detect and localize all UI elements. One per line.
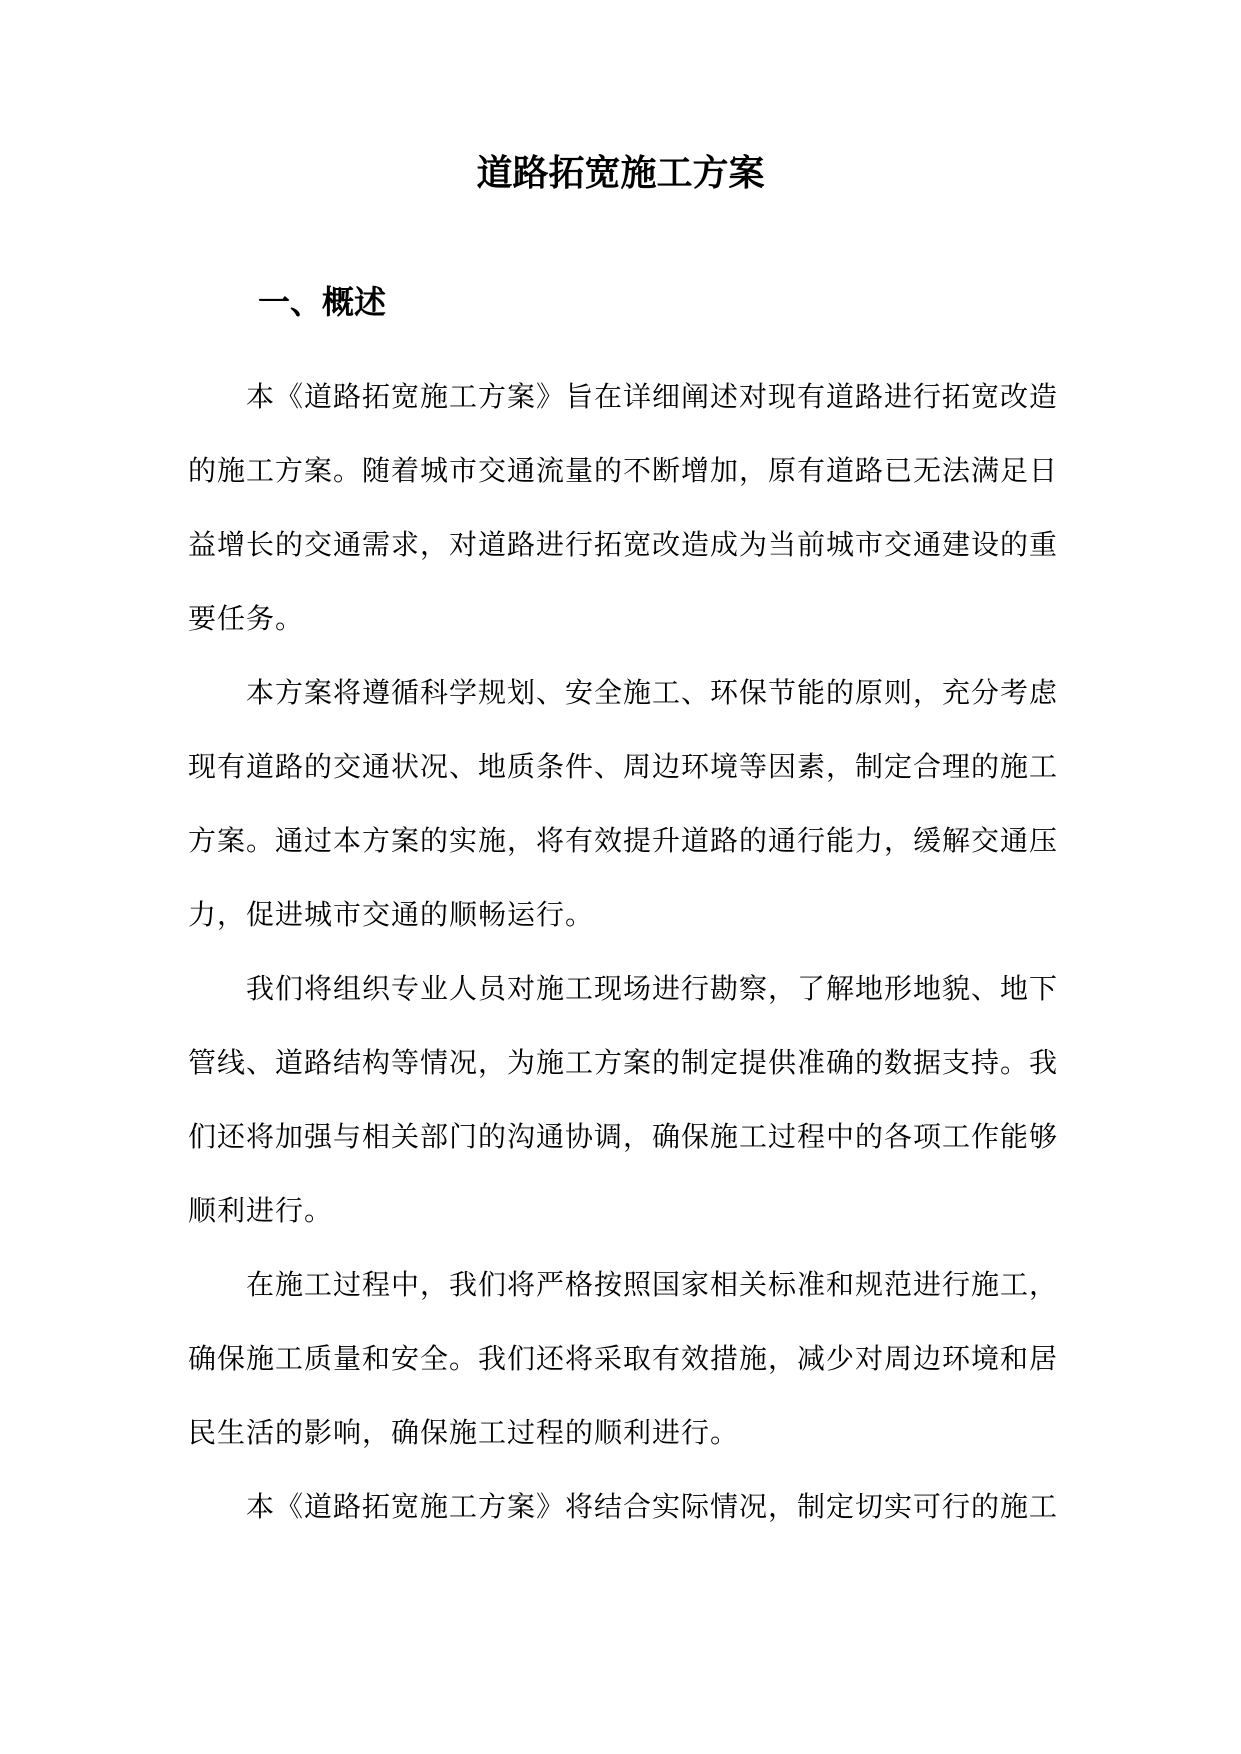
paragraph: 在施工过程中，我们将严格按照国家相关标准和规范进行施工，确保施工质量和安全。我们还将采取有效措施，减少对周边环境和居民生活的影响，确保施工过程的顺利进行。: [188, 1268, 1059, 1449]
document-title: 道路拓宽施工方案: [476, 152, 765, 194]
document-body: [188, 360, 1058, 1544]
paragraph: 我们将组织专业人员对施工现场进行勘察，了解地形地貌、地下管线、道路结构等情况，为施工方案的制定提供准确的数据支持。我们还将加强与相关部门的沟通协调，确保施工过程中的各项工作能够顺利进行。: [188, 972, 1059, 1227]
paragraph: 本方案将遵循科学规划、安全施工、环保节能的原则，充分考虑现有道路的交通状况、地质条件、周边环境等因素，制定合理的施工方案。通过本方案的实施，将有效提升道路的通行能力，缓解交通压力，促进城市交通的顺畅运行。: [188, 676, 1059, 931]
section-heading-overview: 一、概述: [258, 283, 387, 321]
paragraph: 本《道路拓宽施工方案》将结合实际情况，制定切实可行的施工: [246, 1490, 1059, 1523]
paragraph: 本《道路拓宽施工方案》旨在详细阐述对现有道路进行拓宽改造的施工方案。随着城市交通流量的不断增加，原有道路已无法满足日益增长的交通需求，对道路进行拓宽改造成为当前城市交通建设的重要任务。: [188, 380, 1059, 635]
